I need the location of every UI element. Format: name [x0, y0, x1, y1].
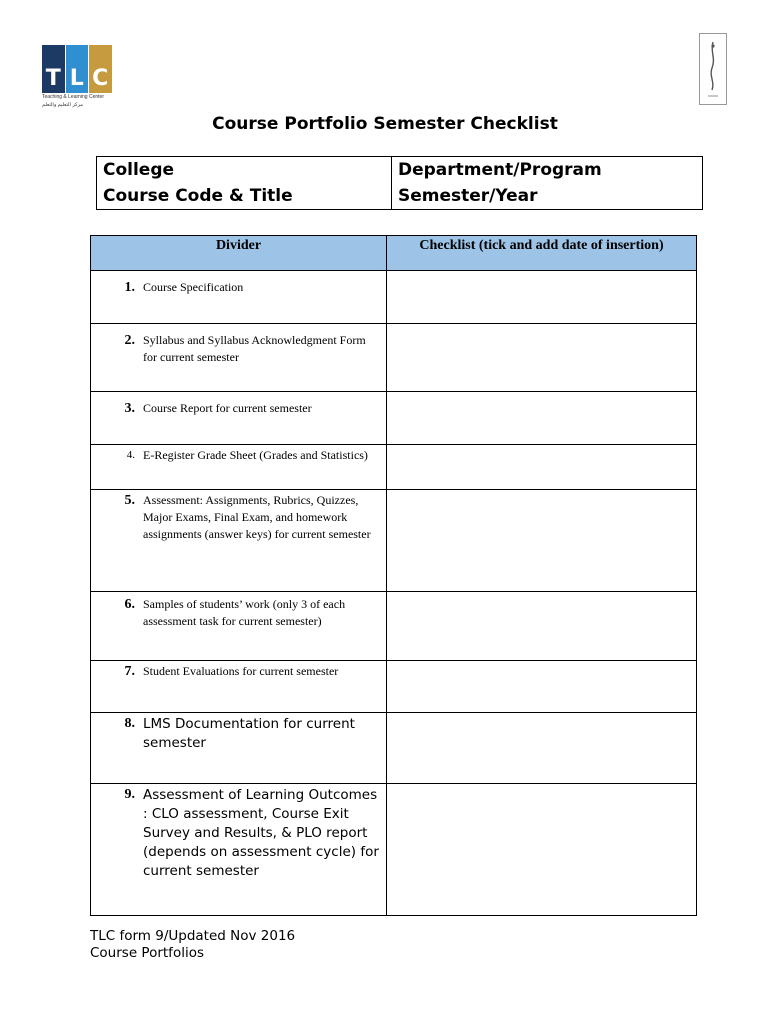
- row-text: Course Report for current semester: [143, 401, 312, 415]
- checklist-cell[interactable]: [387, 661, 697, 713]
- calligraphy-emblem-icon: [700, 34, 726, 104]
- checklist-cell[interactable]: [387, 592, 697, 661]
- table-row: [91, 271, 697, 324]
- row-text: Course Specification: [143, 280, 244, 294]
- logo-subtitle-arabic: مركز التعليم والتعلم: [42, 102, 83, 108]
- table-row: [91, 784, 697, 916]
- footer-form-id: TLC form 9/Updated Nov 2016: [90, 928, 296, 944]
- checklist-cell[interactable]: [387, 271, 697, 324]
- logo-letter-l: L: [66, 45, 89, 93]
- college-field: College: [97, 157, 392, 184]
- divider-header: Divider: [91, 236, 387, 271]
- row-text: Syllabus and Syllabus Acknowledgment Form for current semester: [143, 333, 366, 364]
- course-field: Course Code & Title: [97, 183, 392, 210]
- footer-doc-name: Course Portfolios: [90, 945, 204, 961]
- row-number: 3.: [124, 401, 135, 416]
- row-number: 5.: [124, 493, 135, 508]
- checklist-header: Checklist (tick and add date of insertion): [387, 236, 697, 271]
- row-number: 7.: [124, 664, 135, 679]
- table-header-row: [91, 236, 697, 271]
- checklist-cell[interactable]: [387, 490, 697, 592]
- row-number: 1.: [124, 280, 135, 295]
- row-number: 8.: [124, 716, 135, 731]
- page-title: Course Portfolio Semester Checklist: [212, 114, 558, 134]
- row-text: Student Evaluations for current semester: [143, 664, 339, 678]
- table-row: [91, 592, 697, 661]
- semester-field: Semester/Year: [392, 183, 703, 210]
- table-row: [91, 713, 697, 784]
- logo-letter-t: T: [42, 45, 65, 93]
- row-text: E-Register Grade Sheet (Grades and Statistics): [143, 448, 368, 462]
- checklist-cell[interactable]: [387, 713, 697, 784]
- table-row: [91, 490, 697, 592]
- table-row: [91, 392, 697, 445]
- checklist-cell[interactable]: [387, 392, 697, 445]
- row-number: 4.: [126, 449, 135, 461]
- checklist-cell[interactable]: [387, 445, 697, 490]
- university-emblem: [699, 33, 727, 105]
- checklist-cell[interactable]: [387, 324, 697, 392]
- logo-letter-c: C: [89, 45, 112, 93]
- department-field: Department/Program: [392, 157, 703, 184]
- course-info-table: [96, 156, 703, 210]
- tlc-logo: [42, 45, 114, 111]
- checklist-table: [90, 235, 697, 916]
- row-text: Assessment of Learning Outcomes : CLO assessment, Course Exit Survey and Results, & PLO report (depends on assessment cycle) for current semester: [143, 787, 379, 879]
- logo-subtitle: Teaching & Learning Center: [42, 94, 104, 100]
- table-row: [91, 324, 697, 392]
- row-number: 9.: [124, 787, 135, 802]
- table-row: [91, 661, 697, 713]
- table-row: [91, 445, 697, 490]
- row-text: LMS Documentation for current semester: [143, 716, 355, 751]
- row-number: 2.: [124, 333, 135, 348]
- checklist-cell[interactable]: [387, 784, 697, 916]
- row-number: 6.: [124, 597, 135, 612]
- footer: [90, 928, 295, 962]
- row-text: Assessment: Assignments, Rubrics, Quizzes, Major Exams, Final Exam, and homework assignments (answer keys) for current semester: [143, 493, 371, 541]
- row-text: Samples of students’ work (only 3 of each assessment task for current semester): [143, 597, 346, 628]
